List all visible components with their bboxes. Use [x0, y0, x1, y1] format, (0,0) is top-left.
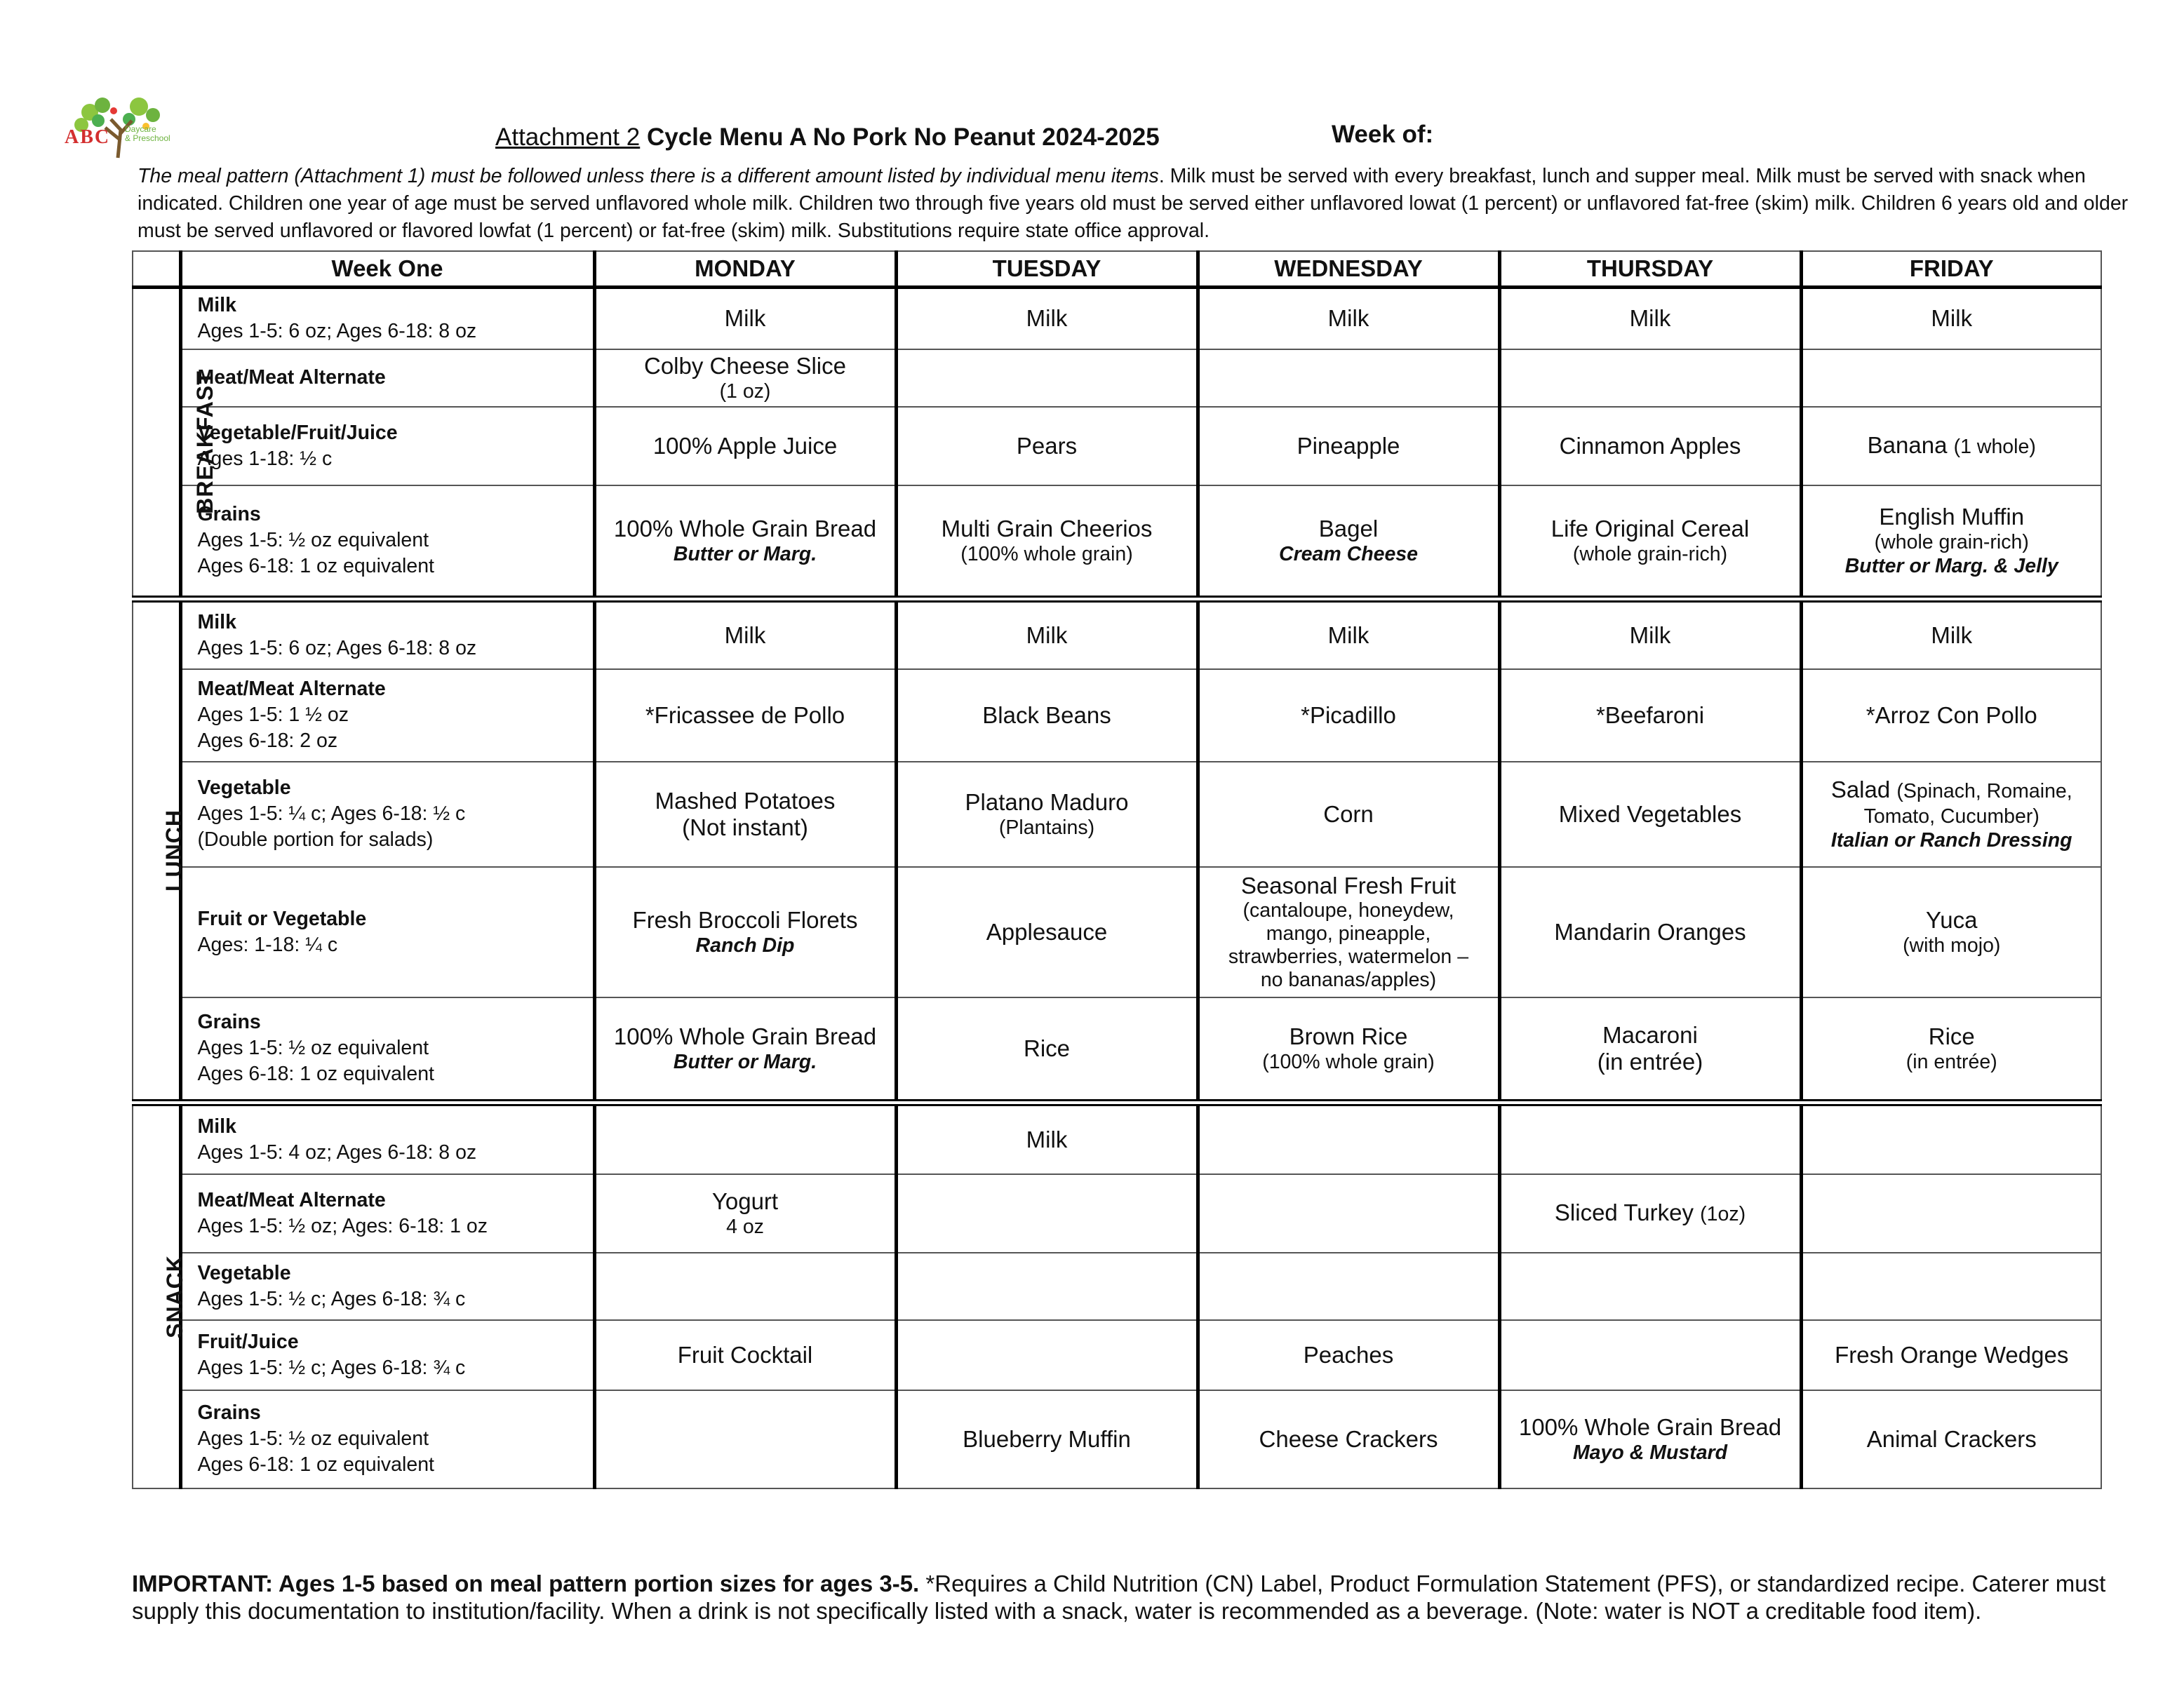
component-name: Vegetable	[197, 1261, 291, 1284]
breakfast-row	[133, 485, 2101, 599]
component-name: Grains	[197, 1401, 261, 1424]
menu-item: 100% Whole Grain Bread	[613, 515, 877, 542]
lunch-row	[133, 669, 2101, 762]
menu-cell-wednesday	[1198, 867, 1499, 997]
menu-item-note: Tomato, Cucumber)	[1863, 805, 2039, 828]
component-detail: (Double portion for salads)	[197, 828, 434, 851]
component-cell	[180, 1390, 594, 1488]
menu-item: Mixed Vegetables	[1558, 800, 1742, 827]
week-label: Week One	[180, 251, 594, 288]
menu-cell-friday	[1801, 1253, 2101, 1320]
component-name: Fruit or Vegetable	[197, 907, 367, 930]
menu-cell-monday	[594, 407, 896, 485]
menu-cell-thursday	[1499, 669, 1801, 762]
menu-item: Mandarin Oranges	[1554, 918, 1746, 945]
menu-item: Colby Cheese Slice	[644, 352, 846, 379]
menu-item: Bagel	[1318, 515, 1379, 542]
important-bold: IMPORTANT: Ages 1-5 based on meal pattern portion sizes for ages 3-5.	[132, 1571, 920, 1596]
intro-italic: The meal pattern (Attachment 1) must be followed unless there is a different amount listed by individual menu items	[138, 165, 1159, 187]
menu-cell-friday	[1801, 1103, 2101, 1174]
logo-letters: ABC	[65, 126, 111, 148]
menu-item: 100% Whole Grain Bread	[1518, 1413, 1782, 1440]
menu-cell-wednesday	[1198, 1174, 1499, 1253]
component-detail: Ages 1-5: ½ oz equivalent	[197, 529, 429, 551]
lunch-label-text: LUNCH	[161, 809, 187, 892]
component-detail: Ages 1-5: 4 oz; Ages 6-18: 8 oz	[197, 1141, 477, 1164]
menu-item: Multi Grain Cheerios	[941, 515, 1153, 542]
menu-cell-thursday	[1499, 1174, 1801, 1253]
menu-item: Milk	[1026, 621, 1068, 648]
menu-item: Life Original Cereal	[1550, 515, 1750, 542]
component-detail: Ages 1-5: ½ oz equivalent	[197, 1427, 429, 1450]
lunch-row	[133, 762, 2101, 867]
menu-item: Milk	[1327, 621, 1369, 648]
lunch-row	[133, 599, 2101, 669]
menu-item: Cheese Crackers	[1259, 1425, 1438, 1452]
component-cell	[180, 288, 594, 349]
menu-item: Seasonal Fresh Fruit	[1240, 872, 1456, 899]
menu-cell-thursday	[1499, 407, 1801, 485]
menu-cell-tuesday	[896, 599, 1198, 669]
day-thursday: THURSDAY	[1499, 251, 1801, 288]
menu-cell-thursday	[1499, 867, 1801, 997]
menu-cell-wednesday	[1198, 407, 1499, 485]
menu-item: Black Beans	[982, 701, 1111, 728]
menu-item-note: (1 whole)	[1953, 435, 2036, 458]
day-tuesday: TUESDAY	[896, 251, 1198, 288]
menu-cell-wednesday	[1198, 762, 1499, 867]
menu-item: Milk	[1026, 1126, 1068, 1152]
component-name: Meat/Meat Alternate	[197, 1188, 386, 1211]
menu-item: Blueberry Muffin	[963, 1425, 1131, 1452]
menu-cell-tuesday	[896, 1174, 1198, 1253]
component-detail: Ages 1-5: 6 oz; Ages 6-18: 8 oz	[197, 320, 477, 343]
menu-cell-monday	[594, 349, 896, 407]
menu-item: Milk	[1931, 305, 1973, 332]
menu-cell-thursday	[1499, 288, 1801, 349]
menu-item: 100% Whole Grain Bread	[613, 1023, 877, 1049]
lunch-row	[133, 997, 2101, 1103]
intro-paragraph	[138, 163, 2144, 245]
menu-cell-monday	[594, 1390, 896, 1488]
menu-item: English Muffin	[1879, 503, 2025, 530]
menu-item: Milk	[724, 621, 766, 648]
menu-item: Pineapple	[1297, 432, 1400, 459]
title-row	[0, 121, 2177, 160]
menu-item-note: (whole grain-rich)	[1874, 530, 2029, 553]
menu-item-line2: (in entrée)	[1597, 1048, 1703, 1075]
component-name: Milk	[197, 610, 236, 633]
menu-cell-friday	[1801, 1390, 2101, 1488]
menu-cell-monday	[594, 762, 896, 867]
menu-item: Milk	[1629, 305, 1671, 332]
component-name: Milk	[197, 294, 236, 317]
menu-item: Yuca	[1926, 906, 1978, 933]
menu-cell-wednesday	[1198, 485, 1499, 599]
menu-item: *Fricassee de Pollo	[645, 701, 845, 728]
menu-item: 100% Apple Juice	[652, 432, 838, 459]
menu-item: *Picadillo	[1301, 701, 1396, 728]
menu-cell-wednesday	[1198, 669, 1499, 762]
menu-item: Milk	[1327, 305, 1369, 332]
component-cell	[180, 1103, 594, 1174]
menu-item: Mashed Potatoes	[655, 787, 836, 814]
week-of-label: Week of:	[1332, 121, 1434, 148]
menu-item-note: 4 oz	[726, 1215, 764, 1238]
breakfast-row	[133, 349, 2101, 407]
menu-item: Yogurt	[711, 1188, 779, 1214]
menu-cell-friday	[1801, 1320, 2101, 1390]
menu-cell-monday	[594, 1320, 896, 1390]
menu-cell-tuesday	[896, 485, 1198, 599]
menu-item: Cinnamon Apples	[1559, 432, 1741, 459]
menu-item: Sliced Turkey	[1554, 1199, 1694, 1225]
menu-cell-wednesday	[1198, 1390, 1499, 1488]
component-detail: Ages 1-5: 6 oz; Ages 6-18: 8 oz	[197, 636, 477, 659]
menu-cell-wednesday	[1198, 997, 1499, 1103]
component-detail: Ages 1-5: ½ c; Ages 6-18: ¾ c	[197, 1287, 466, 1310]
menu-item: Milk	[724, 305, 766, 332]
menu-item-note: (100% whole grain)	[960, 542, 1133, 565]
component-cell	[180, 669, 594, 762]
component-detail: Ages 6-18: 1 oz equivalent	[197, 1453, 434, 1476]
menu-cell-monday	[594, 1103, 896, 1174]
menu-cell-monday	[594, 485, 896, 599]
menu-item: Animal Crackers	[1866, 1425, 2037, 1452]
page-title	[495, 123, 1160, 152]
component-detail: Ages 6-18: 2 oz	[197, 729, 338, 752]
menu-item-note: (with mojo)	[1903, 934, 2001, 957]
menu-cell-friday	[1801, 349, 2101, 407]
menu-item-accompaniment: Butter or Marg.	[673, 542, 817, 565]
snack-row	[133, 1103, 2101, 1174]
menu-cell-monday	[594, 1174, 896, 1253]
menu-item-note: (100% whole grain)	[1262, 1050, 1435, 1073]
menu-item-accompaniment: Butter or Marg. & Jelly	[1844, 554, 2058, 577]
menu-cell-tuesday	[896, 997, 1198, 1103]
menu-cell-wednesday	[1198, 288, 1499, 349]
menu-cell-monday	[594, 599, 896, 669]
menu-item: Milk	[1026, 305, 1068, 332]
component-detail: Ages 6-18: 1 oz equivalent	[197, 1063, 434, 1085]
snack-row	[133, 1174, 2101, 1253]
menu-item-accompaniment: Butter or Marg.	[673, 1050, 817, 1073]
lunch-section-label	[133, 599, 187, 1103]
attachment-label: Attachment 2	[495, 123, 641, 151]
menu-item-note: (in entrée)	[1905, 1050, 1997, 1073]
menu-item: *Beefaroni	[1595, 701, 1705, 728]
menu-item-accompaniment: Mayo & Mustard	[1572, 1441, 1728, 1464]
intro-rest: . Milk must be served with every breakfast, lunch and supper meal. Milk must be served with snack when indicated. Children one year of age must be served unflavored whole milk. Children two through five years old must be served either unflavored lowat (1 percent) or unflavored fat-free (skim) milk. Children 6 years old and older must be served unflavored or flavored lowfat (1 percent) or fat-free (skim) milk. Substitutions require state office approval.	[138, 165, 2129, 242]
menu-table	[132, 250, 2102, 1489]
component-cell	[180, 407, 594, 485]
component-cell	[180, 997, 594, 1103]
breakfast-row	[133, 288, 2101, 349]
menu-cell-thursday	[1499, 762, 1801, 867]
menu-cell-friday	[1801, 485, 2101, 599]
component-name: Milk	[197, 1115, 236, 1138]
component-cell	[180, 599, 594, 669]
menu-item: Pears	[1016, 432, 1078, 459]
menu-cell-thursday	[1499, 1103, 1801, 1174]
component-cell	[180, 867, 594, 997]
menu-item-note: (Plantains)	[998, 816, 1095, 839]
header-blank	[133, 251, 180, 288]
menu-item: *Arroz Con Pollo	[1865, 701, 2037, 728]
menu-item: Fruit Cocktail	[677, 1341, 813, 1368]
important-note	[132, 1570, 2138, 1625]
component-cell	[180, 1320, 594, 1390]
menu-cell-wednesday	[1198, 599, 1499, 669]
menu-item: Fresh Orange Wedges	[1835, 1341, 2069, 1368]
menu-item: Rice	[1023, 1035, 1071, 1061]
menu-item-accompaniment: Ranch Dip	[695, 934, 795, 957]
menu-item: Platano Maduro	[965, 788, 1129, 815]
menu-item: Fresh Broccoli Florets	[632, 906, 858, 933]
menu-cell-friday	[1801, 867, 2101, 997]
menu-cell-thursday	[1499, 1253, 1801, 1320]
menu-title: Cycle Menu A No Pork No Peanut 2024-2025	[646, 123, 1160, 151]
component-detail: Ages 1-5: ½ oz equivalent	[197, 1037, 429, 1059]
component-detail: Ages 1-5: ½ c; Ages 6-18: ¾ c	[197, 1356, 466, 1379]
menu-cell-friday	[1801, 407, 2101, 485]
component-name: Meat/Meat Alternate	[197, 678, 386, 700]
menu-item-accompaniment: Cream Cheese	[1278, 542, 1419, 565]
menu-item: Banana	[1867, 431, 1948, 458]
snack-row	[133, 1390, 2101, 1488]
component-cell	[180, 485, 594, 599]
component-detail: Ages: 1-18: ¼ c	[197, 933, 338, 956]
menu-cell-friday	[1801, 669, 2101, 762]
menu-cell-wednesday	[1198, 1103, 1499, 1174]
component-detail: Ages 1-5: 1 ½ oz	[197, 704, 349, 726]
menu-cell-tuesday	[896, 867, 1198, 997]
component-name: Vegetable	[197, 776, 291, 799]
component-detail: Ages 1-5: ½ oz; Ages: 6-18: 1 oz	[197, 1214, 488, 1237]
menu-item-note: (cantaloupe, honeydew, mango, pineapple, strawberries, watermelon – no bananas/apples)	[1228, 899, 1469, 991]
component-cell	[180, 349, 594, 407]
menu-cell-friday	[1801, 288, 2101, 349]
menu-item: Salad	[1830, 776, 1891, 802]
menu-cell-thursday	[1499, 485, 1801, 599]
breakfast-label-text: BREAKFAST	[192, 370, 217, 514]
breakfast-row	[133, 407, 2101, 485]
component-name: Meat/Meat Alternate	[197, 366, 386, 389]
component-name: Fruit/Juice	[197, 1330, 299, 1353]
menu-item: Brown Rice	[1289, 1023, 1408, 1049]
menu-item: Milk	[1629, 621, 1671, 648]
snack-row	[133, 1253, 2101, 1320]
menu-cell-friday	[1801, 762, 2101, 867]
component-cell	[180, 1174, 594, 1253]
menu-item: Peaches	[1303, 1341, 1394, 1368]
menu-item: Corn	[1323, 800, 1374, 827]
day-monday: MONDAY	[594, 251, 896, 288]
header-row	[133, 251, 2101, 288]
menu-cell-tuesday	[896, 1253, 1198, 1320]
snack-label-text: SNACK	[161, 1255, 187, 1338]
menu-item-note: (1 oz)	[719, 379, 771, 403]
menu-cell-tuesday	[896, 407, 1198, 485]
menu-cell-thursday	[1499, 997, 1801, 1103]
component-name: Grains	[197, 1011, 261, 1033]
menu-cell-monday	[594, 997, 896, 1103]
menu-item: Macaroni	[1602, 1021, 1698, 1048]
menu-item-note: (1oz)	[1700, 1202, 1746, 1225]
component-name: Vegetable/Fruit/Juice	[197, 421, 398, 444]
menu-cell-friday	[1801, 1174, 2101, 1253]
menu-cell-tuesday	[896, 288, 1198, 349]
day-friday: FRIDAY	[1801, 251, 2101, 288]
menu-item: Milk	[1931, 621, 1973, 648]
menu-item-note: (whole grain-rich)	[1572, 542, 1728, 565]
menu-cell-wednesday	[1198, 1253, 1499, 1320]
logo-line-2: & Preschool	[125, 133, 170, 143]
menu-cell-friday	[1801, 599, 2101, 669]
menu-cell-wednesday	[1198, 349, 1499, 407]
component-cell	[180, 762, 594, 867]
lunch-row	[133, 867, 2101, 997]
component-detail: Ages 1-5: ¼ c; Ages 6-18: ½ c	[197, 802, 466, 825]
menu-cell-thursday	[1499, 599, 1801, 669]
component-detail: Ages 1-18: ½ c	[197, 447, 333, 470]
menu-cell-tuesday	[896, 1390, 1198, 1488]
menu-cell-monday	[594, 867, 896, 997]
menu-item-note: (Spinach, Romaine,	[1896, 779, 2072, 802]
menu-cell-monday	[594, 669, 896, 762]
menu-item-line2: (Not instant)	[682, 814, 808, 840]
menu-item: Rice	[1928, 1023, 1975, 1049]
menu-body	[133, 288, 2101, 1488]
component-detail: Ages 6-18: 1 oz equivalent	[197, 555, 434, 577]
component-cell	[180, 1253, 594, 1320]
menu-cell-friday	[1801, 997, 2101, 1103]
logo-line-1: Daycare	[125, 124, 156, 134]
component-name: Grains	[197, 503, 261, 525]
snack-row	[133, 1320, 2101, 1390]
menu-cell-tuesday	[896, 349, 1198, 407]
menu-cell-thursday	[1499, 1390, 1801, 1488]
menu-cell-monday	[594, 1253, 896, 1320]
menu-cell-tuesday	[896, 762, 1198, 867]
menu-cell-monday	[594, 288, 896, 349]
menu-item-accompaniment: Italian or Ranch Dressing	[1830, 828, 2072, 852]
important-rest: *Requires a Child Nutrition (CN) Label, Product Formulation Statement (PFS), or standardized recipe. Caterer must supply this documentation to institution/facility. When a drink is not specifically listed with a snack, water is recommended as a beverage. (Note: water is NOT a creditable food item).	[132, 1571, 2106, 1624]
snack-section-label	[133, 1103, 187, 1488]
day-wednesday: WEDNESDAY	[1198, 251, 1499, 288]
menu-cell-thursday	[1499, 349, 1801, 407]
menu-cell-wednesday	[1198, 1320, 1499, 1390]
menu-cell-tuesday	[896, 669, 1198, 762]
menu-item: Applesauce	[986, 918, 1108, 945]
menu-cell-thursday	[1499, 1320, 1801, 1390]
menu-cell-tuesday	[896, 1320, 1198, 1390]
menu-cell-tuesday	[896, 1103, 1198, 1174]
